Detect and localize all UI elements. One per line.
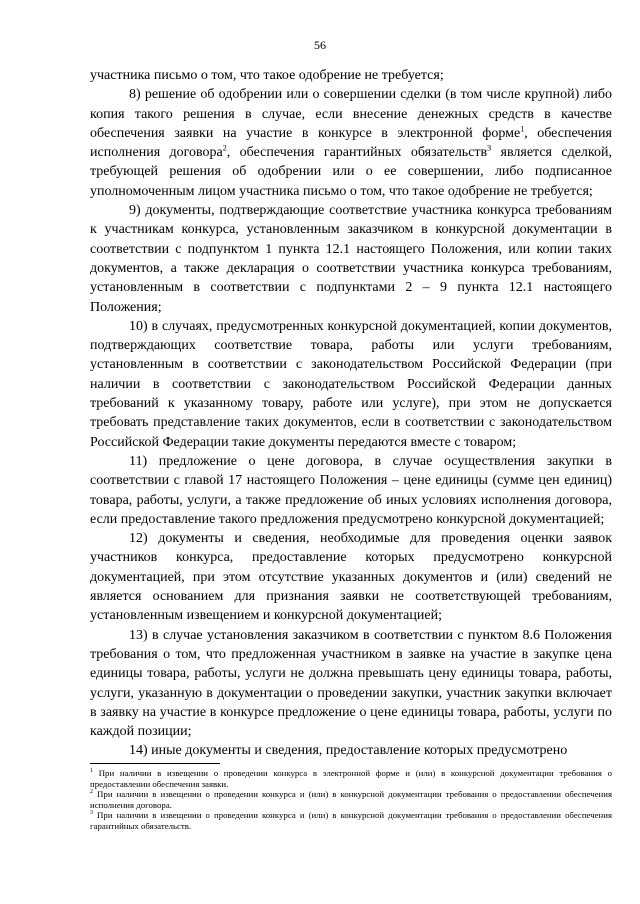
footnote-3 (90, 810, 612, 831)
paragraph-item-9: 9) документы, подтверждающие соответствие участника конкурса требованиям к участникам конкурса, установленным заказчиком в конкурсной документации в соответствии с подпунктом 1 пункта 12.1 настоящего Положения, или копии таких документов, а также декларация о соответствии участника конкурса требованиям, установленным в соответствии с подпунктами 2 – 9 пункта 12.1 настоящего Положения; (90, 203, 612, 315)
footnote-separator (90, 763, 220, 764)
text-segment: 8) решение об одобрении или о совершении сделки (в том числе крупной) либо копия такого решения в случае, если внесение денежных средств в качестве обеспечения заявки на участие в конкурсе в электронной форме (90, 87, 612, 141)
footnote-mark: 2 (90, 789, 93, 796)
paragraph-item-11: 11) предложение о цене договора, в случае осуществления закупки в соответствии с главой 17 настоящего Положения – цене единицы (сумме цен единиц) товара, работы, услуги, а также предложение об иных условиях исполнения договора, если предоставление такого предложения предусмотрено конкурсной документацией; (90, 453, 612, 527)
footnote-2 (90, 789, 612, 810)
footnote-ref: 2 (222, 143, 227, 153)
text-segment: , обеспечения исполнения договора (90, 125, 612, 161)
footnote-mark: 3 (90, 810, 93, 817)
paragraph-item-13: 13) в случае установления заказчиком в соответствии с пунктом 8.6 Положения требования о том, что предложенная участником в заявке на участие в закупке цена единицы товара, работы, услуги не должна превышать цену единицы товара, работы, услуги, указанную в документации о проведении закупки, участник закупки включает в заявку на участие в конкурсе предложение о цене единицы товара, работы, услуги по каждой позиции; (90, 627, 612, 740)
paragraph-item-10: 10) в случаях, предусмотренных конкурсной документацией, копии документов, подтверждающих соответствие товара, работы или услуги требованиям, установленным в соответствии с законодательством Российской Федерации (при наличии в соответствии с законодательством Российской Федерации данных требований к указанному товару, работе или услуге), при этом не допускается требовать представление таких документов, если в соответствии с законодательством Российской Федерации такие документы передаются вместе с товаром; (90, 318, 612, 450)
footnotes (90, 768, 612, 832)
text-segment: является сделкой, требующей решения об одобрении или о ее совершении, либо подписанное уполномоченным лицом участника письмо о том, что такое одобрение не требуется; (90, 145, 613, 199)
main-text (90, 66, 612, 761)
footnote-ref: 1 (520, 124, 525, 134)
paragraph-item-12: 12) документы и сведения, необходимые для проведения оценки заявок участников конкурса, предоставление которых предусмотрено конкурсной документацией, при этом отсутствие указанных документов и (или) сведений не является основанием для признания заявки не соответствующей требованиям, установленным извещением и конкурсной документацией; (90, 531, 612, 624)
footnote-text: При наличии в извещении о проведении конкурса в электронной форме и (или) в конкурсной документации требования о предоставлении обеспечения заявки. (90, 768, 612, 789)
footnote-text: При наличии в извещении о проведении конкурса и (или) в конкурсной документации требования о предоставлении обеспечения исполнения договора. (90, 789, 612, 810)
text-segment: , обеспечения гарантийных обязательств (226, 145, 488, 161)
page-number: 56 (314, 38, 326, 52)
footnote-mark: 1 (90, 768, 93, 775)
footnote-ref: 3 (487, 143, 492, 153)
footnote-text: При наличии в извещении о проведении конкурса и (или) в конкурсной документации требования о предоставлении обеспечения гарантийных обязательств. (90, 810, 612, 831)
paragraph-item-8 (90, 85, 612, 201)
paragraph-continuation: участника письмо о том, что такое одобрение не требуется; (90, 68, 444, 83)
paragraph-item-14: 14) иные документы и сведения, предоставление которых предусмотрено (129, 743, 568, 759)
footnote-1 (90, 768, 612, 789)
